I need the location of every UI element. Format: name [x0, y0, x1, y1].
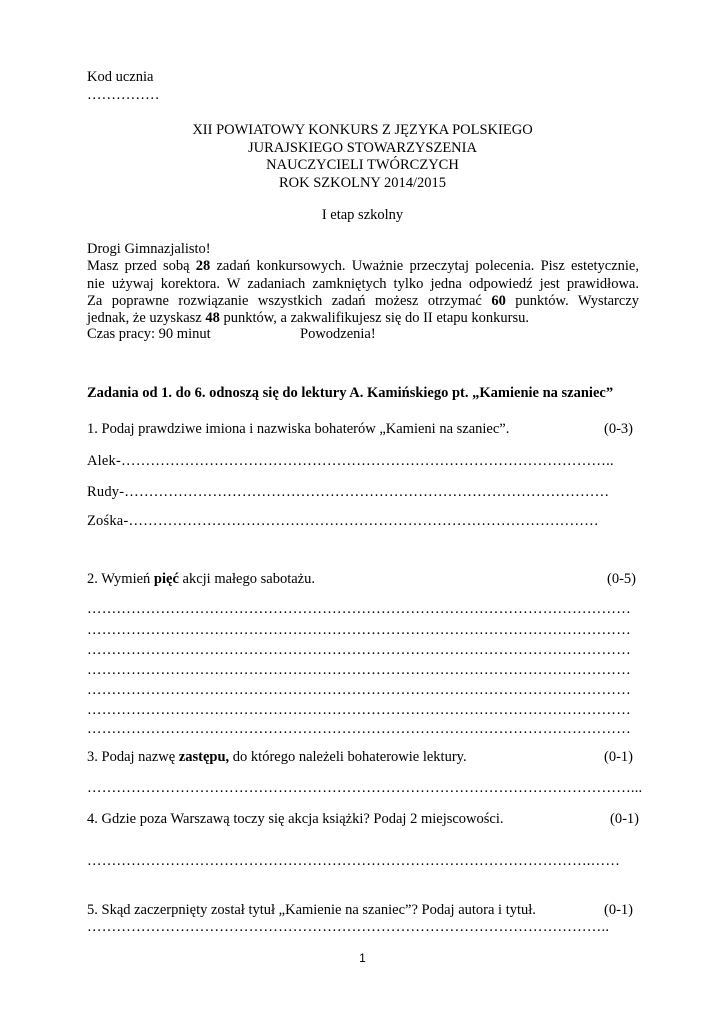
question-3-text-bold: zastępu,	[178, 749, 230, 765]
answer-line[interactable]: …………………………………………………………………………………………………	[87, 642, 631, 658]
answer-line[interactable]: ………………………………………………………………………………………….……	[87, 853, 621, 869]
intro-line-3b: punktów. Wystarczy	[505, 293, 640, 309]
stage-label: I etap szkolny	[321, 207, 404, 223]
intro-line-4a: jednak, że uzyskasz	[87, 310, 206, 326]
answer-line[interactable]: …………………………………………………………………………………………………...	[87, 780, 643, 796]
intro-line-1	[87, 257, 639, 275]
question-2-text-b: akcji małego sabotażu.	[178, 571, 315, 587]
question-2-text-bold: pięć	[153, 571, 179, 587]
answer-rudy[interactable]: Rudy-………………………………………………………………………………………	[87, 484, 610, 500]
question-1-text: 1. Podaj prawdziwe imiona i nazwiska bohaterów „Kamieni na szaniec”.	[87, 421, 510, 437]
question-3-text-b: do którego należeli bohaterowie lektury.	[229, 749, 467, 765]
title-line-3: NAUCZYCIELI TWÓRCZYCH	[266, 157, 459, 173]
greeting: Drogi Gimnazjalisto!	[87, 241, 211, 257]
answer-line[interactable]: …………………………………………………………………………………………………	[87, 702, 631, 718]
page-number: 1	[359, 951, 366, 965]
intro-line-1b: zadań konkursowych. Uważnie przeczytaj polecenia. Pisz estetycznie,	[210, 258, 639, 274]
question-4-text: 4. Gdzie poza Warszawą toczy się akcja książki? Podaj 2 miejscowości.	[87, 811, 504, 827]
task-count: 28	[195, 258, 211, 274]
section-heading: Zadania od 1. do 6. odnoszą się do lektury A. Kamińskiego pt. „Kamienie na szaniec”	[87, 385, 614, 401]
intro-line-3	[87, 292, 639, 310]
answer-alek[interactable]: Alek-………………………………………………………………………………………..	[87, 453, 614, 469]
max-points: 60	[491, 293, 506, 309]
question-2-text-a: 2. Wymień	[87, 571, 154, 587]
answer-line[interactable]: …………………………………………………………………………………………………	[87, 662, 631, 678]
question-3-points: (0-1)	[604, 749, 633, 765]
intro-line-2: nie używaj korektora. W zadaniach zamkniętych tylko jedna odpowiedź jest prawidłowa.	[87, 276, 639, 292]
student-code-field: ……………	[87, 87, 160, 103]
good-luck: Powodzenia!	[300, 326, 376, 342]
question-2-points: (0-5)	[607, 571, 636, 587]
intro-line-3a: Za poprawne rozwiązanie wszystkich zadań możesz otrzymać	[87, 293, 492, 309]
question-5-points: (0-1)	[604, 902, 633, 918]
title-line-4: ROK SZKOLNY 2014/2015	[278, 175, 447, 191]
student-code-label: Kod ucznia	[87, 69, 154, 85]
qualifying-points: 48	[205, 310, 220, 326]
question-5-text: 5. Skąd zaczerpnięty został tytuł „Kamienie na szaniec”? Podaj autora i tytuł.	[87, 902, 536, 918]
intro-line-4b: punktów, a zakwalifikujesz się do II etapu konkursu.	[219, 310, 529, 326]
title-line-2: JURAJSKIEGO STOWARZYSZENIA	[248, 140, 477, 156]
question-1-points: (0-3)	[604, 421, 633, 437]
time-limit: Czas pracy: 90 minut	[87, 326, 211, 342]
title-line-1: XII POWIATOWY KONKURS Z JĘZYKA POLSKIEGO	[192, 122, 533, 138]
answer-line[interactable]: …………………………………………………………………………………………………	[87, 622, 631, 638]
question-4-points: (0-1)	[610, 811, 639, 827]
intro-line-1a: Masz przed sobą	[87, 258, 196, 274]
question-3-text-a: 3. Podaj nazwę	[87, 749, 179, 765]
answer-line[interactable]: …………………………………………………………………………………………………	[87, 601, 631, 617]
answer-zoska[interactable]: Zośka-……………………………………………………………………………………	[87, 513, 599, 529]
answer-line[interactable]: ……………………………………………………………………………………………..	[87, 919, 610, 935]
answer-line[interactable]: …………………………………………………………………………………………………	[87, 682, 631, 698]
question-3-text	[87, 748, 467, 766]
question-2-text	[87, 570, 315, 588]
answer-line[interactable]: …………………………………………………………………………………………………	[87, 721, 631, 737]
